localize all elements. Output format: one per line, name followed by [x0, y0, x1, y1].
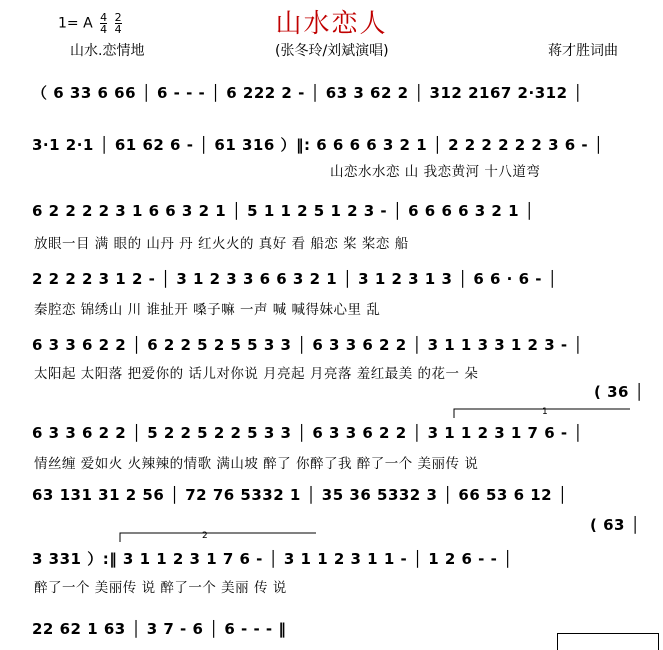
lyric-line-8: 醉了一个 美丽传 说 醉了一个 美丽 传 说 — [34, 580, 287, 596]
notation-line-5: 6 3 3 6 2 2 │ 6 2 2 5 2 5 5 3 3 │ 6 3 3 6 2 2 │ 3 1 1 3 3 1 2 3 - │ — [32, 336, 583, 354]
lyric-line-2: 山恋水水恋 山 我恋黄河 十八道弯 — [330, 164, 541, 180]
time-signature-2: $\frac{2}{4}$ — [114, 11, 122, 36]
singers: (张冬玲/刘斌演唱) — [275, 43, 389, 59]
svg-text:2: 2 — [202, 531, 208, 541]
time-signature-1: $\frac{4}{4}$ — [100, 11, 108, 36]
notation-line-9: 22 62 1 63 │ 3 7 - 6 │ 6 - - - ‖ — [32, 620, 287, 638]
volta-1-bracket — [452, 406, 632, 420]
subtitle: 山水.恋情地 — [70, 43, 145, 59]
notation-line-6: 6 3 3 6 2 2 │ 5 2 2 5 2 2 5 3 3 │ 6 3 3 6 2 2 │ 3 1 1 2 3 1 7 6 - │ — [32, 424, 583, 442]
notation-pickup-1: ( 36 │ — [594, 383, 645, 401]
notation-line-2: 3·1 2·1 │ 61 62 6 - │ 61 316 ）‖: 6 6 6 6 3 2 1 │ 2 2 2 2 2 2 3 6 - │ — [32, 136, 604, 154]
lyric-line-4: 秦腔恋 锦绣山 川 谁扯开 嗓子嘛 一声 喊 喊得妹心里 乱 — [34, 302, 381, 318]
key-signature — [58, 12, 122, 35]
volta-2-bracket — [118, 530, 318, 544]
key-text: 1= A — [58, 15, 93, 32]
notation-line-1: （ 6 33 6 66 │ 6 - - - │ 6 222 2 - │ 63 3 62 2 │ 312 2167 2·312 │ — [32, 84, 583, 102]
watermark-stamp — [557, 633, 659, 650]
notation-line-3: 6 2 2 2 2 3 1 6 6 3 2 1 │ 5 1 1 2 5 1 2 3 - │ 6 6 6 6 3 2 1 │ — [32, 202, 535, 220]
lyric-line-5: 太阳起 太阳落 把爱你的 话儿对你说 月亮起 月亮落 羞红最美 的花一 朵 — [34, 366, 479, 382]
notation-line-7: 63 131 31 2 56 │ 72 76 5332 1 │ 35 36 5332 3 │ 66 53 6 12 │ — [32, 486, 568, 504]
notation-pickup-2: ( 63 │ — [590, 516, 641, 534]
song-title: 山水恋人 — [275, 9, 388, 39]
lyric-line-3: 放眼一目 满 眼的 山丹 丹 红火火的 真好 看 船恋 桨 桨恋 船 — [34, 236, 409, 252]
svg-text:1: 1 — [542, 407, 548, 417]
lyric-line-6: 情丝缠 爱如火 火辣辣的情歌 满山坡 醉了 你醉了我 醉了一个 美丽传 说 — [34, 456, 479, 472]
credits: 蒋才胜词曲 — [548, 43, 618, 59]
notation-line-4: 2 2 2 2 3 1 2 - │ 3 1 2 3 3 6 6 3 2 1 │ 3 1 2 3 1 3 │ 6 6 · 6 - │ — [32, 270, 558, 288]
notation-line-8: 3 331 ）:‖ 3 1 1 2 3 1 7 6 - │ 3 1 1 2 3 1 1 - │ 1 2 6 - - │ — [32, 550, 513, 568]
